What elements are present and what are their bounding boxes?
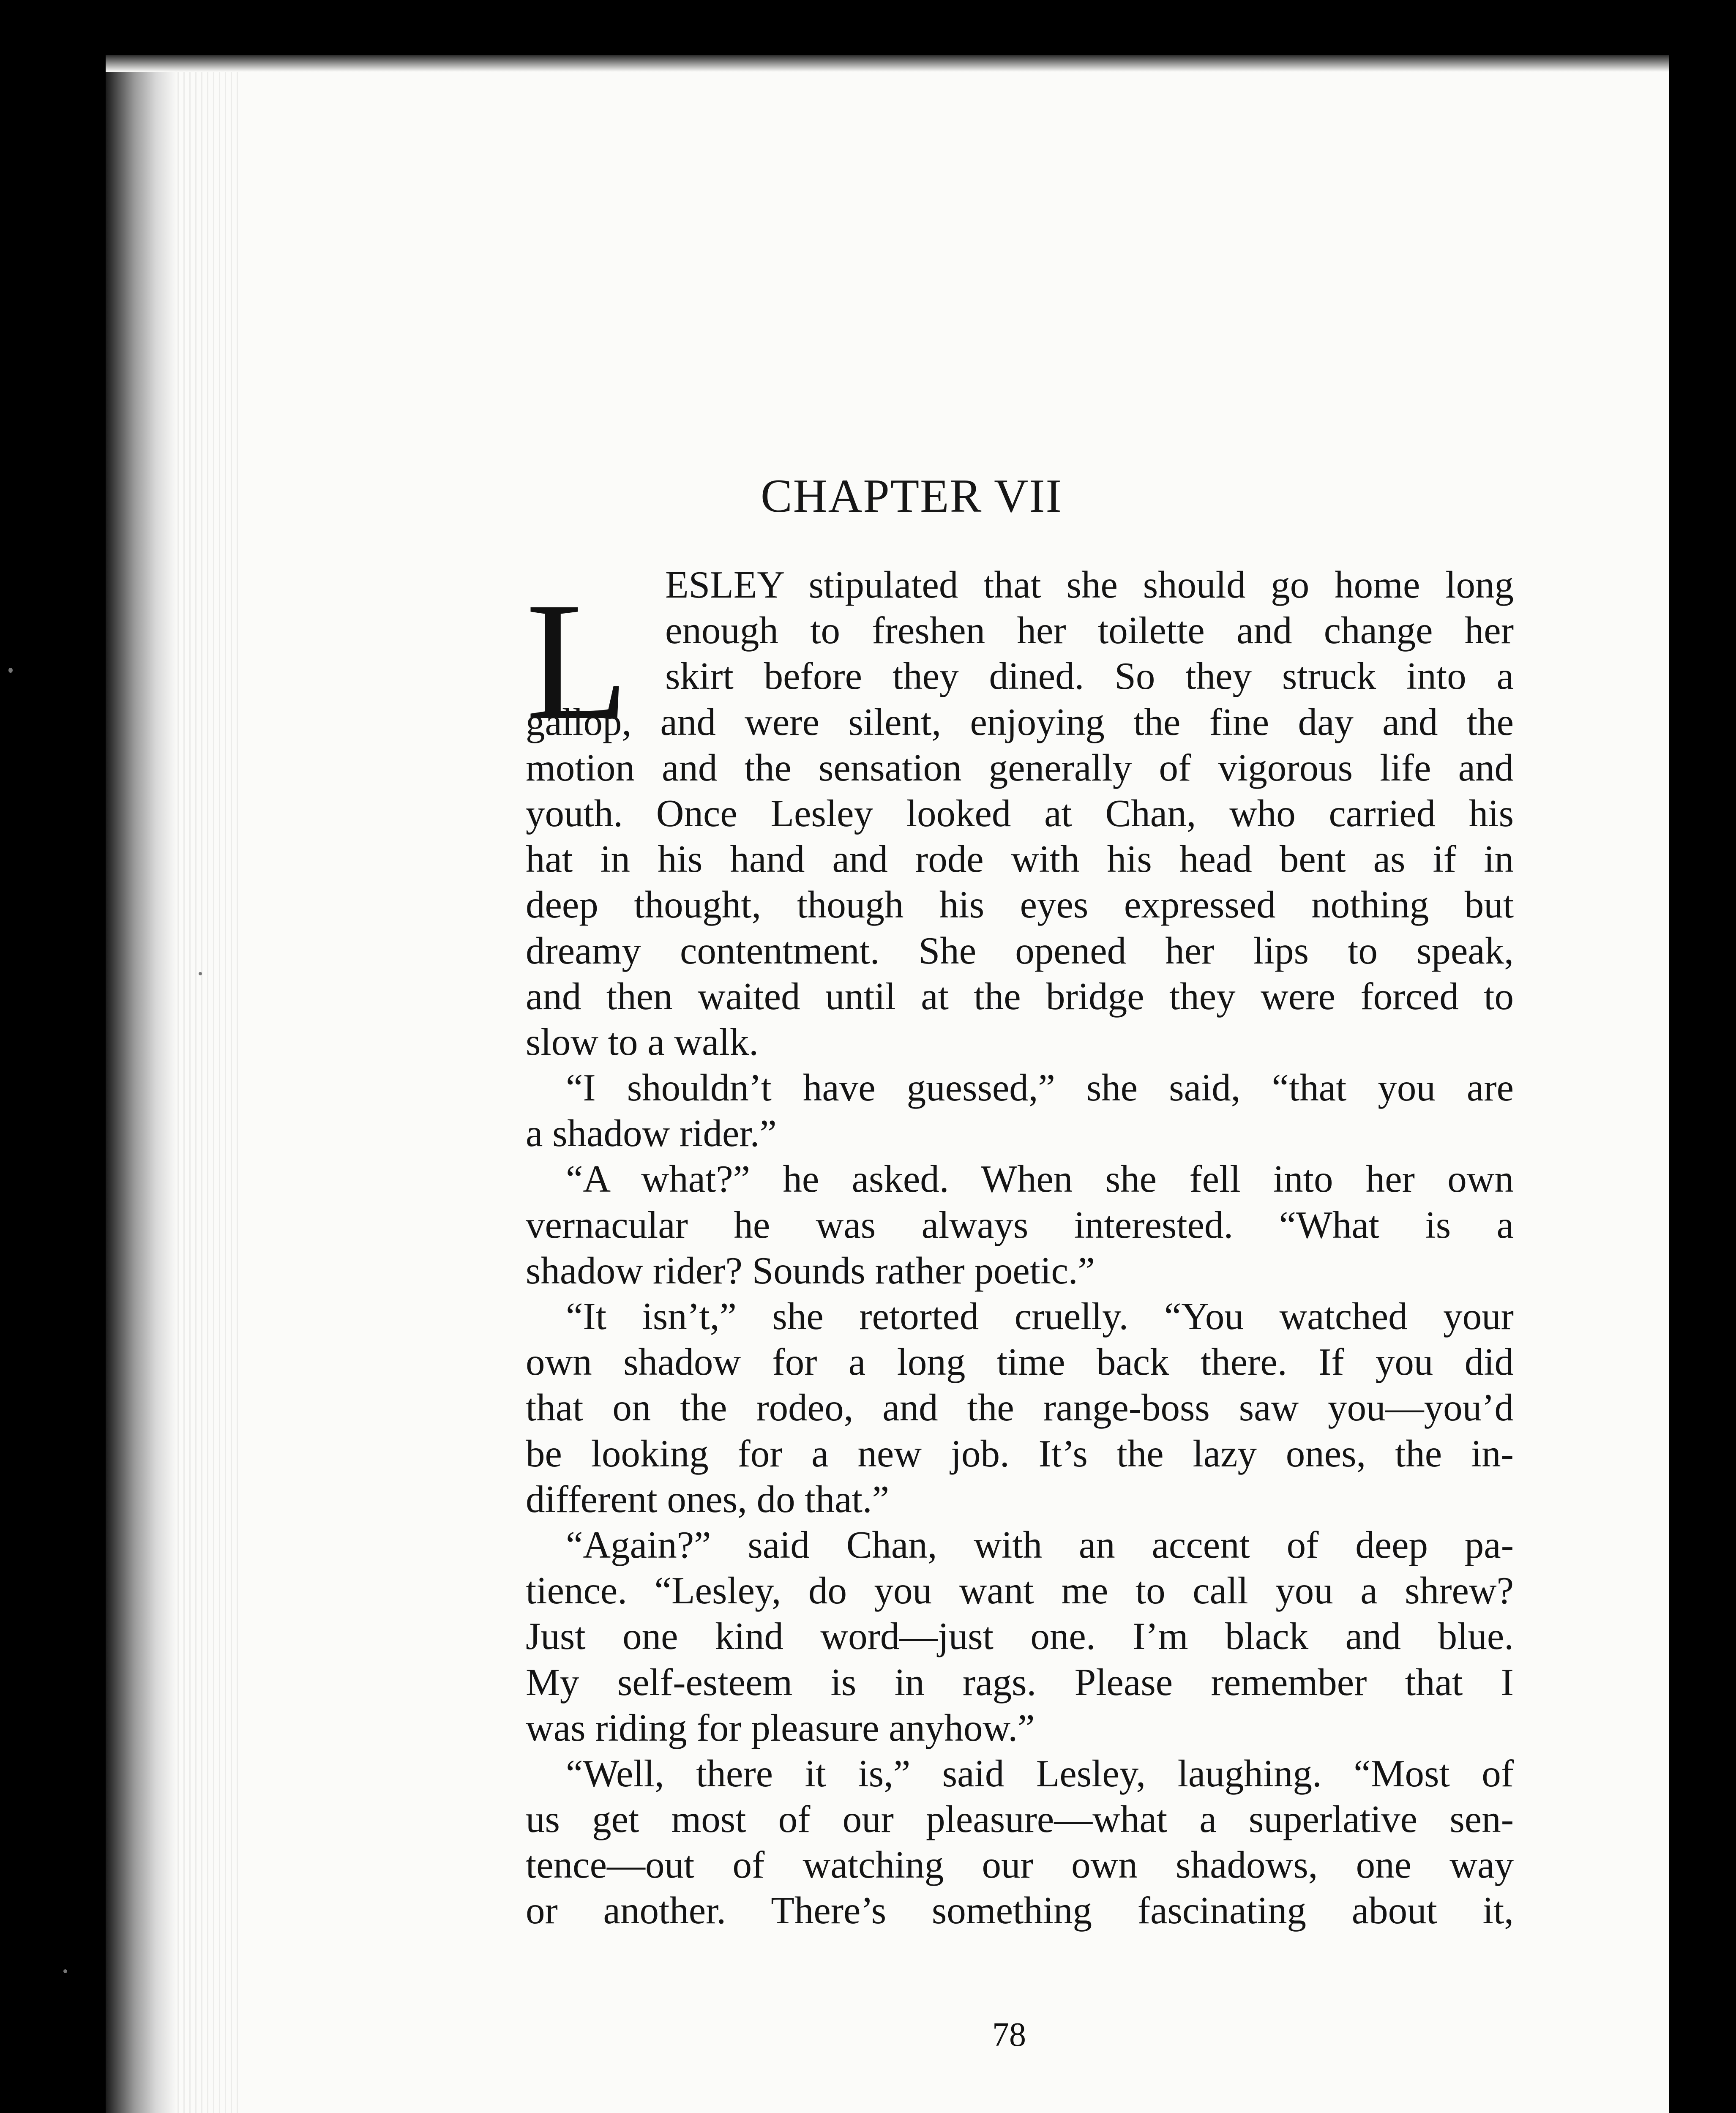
chapter-title: CHAPTER VII	[761, 470, 1062, 522]
page-top-edge	[106, 55, 1669, 72]
text-line: gallop, and were silent, enjoying the fine day and the	[526, 700, 1514, 743]
drop-cap-letter: L	[526, 568, 629, 755]
text-line: shadow rider? Sounds rather poetic.”	[526, 1249, 1095, 1292]
text-line: My self-esteem is in rags. Please remember that I	[526, 1660, 1514, 1704]
text-line: a shadow rider.”	[526, 1112, 777, 1155]
text-line: different ones, do that.”	[526, 1477, 890, 1521]
text-line: us get most of our pleasure—what a superlative sen-	[526, 1798, 1514, 1841]
text-line: skirt before they dined. So they struck into a	[665, 655, 1514, 698]
text-line: ESLEY stipulated that she should go home long	[665, 563, 1514, 606]
body-text	[526, 562, 1514, 1934]
text-line: and then waited until at the bridge they were forced to	[526, 975, 1514, 1018]
text-line: or another. There’s something fascinating about it,	[526, 1889, 1514, 1932]
text-line: “It isn’t,” she retorted cruelly. “You watched your	[566, 1295, 1514, 1338]
text-line: was riding for pleasure anyhow.”	[526, 1706, 1035, 1749]
text-line: dreamy contentment. She opened her lips to speak,	[526, 929, 1514, 972]
text-line: that on the rodeo, and the range-boss saw you—you’d	[526, 1386, 1514, 1429]
text-line: own shadow for a long time back there. If you did	[526, 1340, 1514, 1384]
text-line: be looking for a new job. It’s the lazy ones, the in-	[526, 1432, 1514, 1475]
page-gutter-shadow	[106, 55, 177, 2113]
page-number: 78	[992, 2016, 1026, 2053]
text-line: “Again?” said Chan, with an accent of deep pa-	[566, 1523, 1514, 1566]
text-line: Just one kind word—just one. I’m black and blue.	[526, 1615, 1514, 1658]
text-line: tence—out of watching our own shadows, one way	[526, 1843, 1514, 1886]
text-line: tience. “Lesley, do you want me to call you a shrew?	[526, 1569, 1514, 1612]
text-line: enough to freshen her toilette and change her	[665, 609, 1514, 652]
text-line: hat in his hand and rode with his head bent as if in	[526, 838, 1514, 881]
scan-speck	[8, 668, 13, 673]
page-edge-texture	[177, 55, 241, 2113]
text-line: “I shouldn’t have guessed,” she said, “that you are	[566, 1066, 1514, 1109]
text-line: “A what?” he asked. When she fell into her own	[566, 1158, 1514, 1201]
text-line: deep thought, though his eyes expressed nothing but	[526, 883, 1514, 926]
scan-speck	[199, 972, 202, 975]
text-line: motion and the sensation generally of vigorous life and	[526, 746, 1514, 789]
text-line: vernacular he was always interested. “What is a	[526, 1203, 1514, 1246]
text-line: youth. Once Lesley looked at Chan, who carried his	[526, 792, 1514, 835]
text-line: slow to a walk.	[526, 1020, 759, 1063]
text-line: “Well, there it is,” said Lesley, laughing. “Most of	[566, 1752, 1514, 1795]
scan-speck	[63, 1969, 67, 1973]
